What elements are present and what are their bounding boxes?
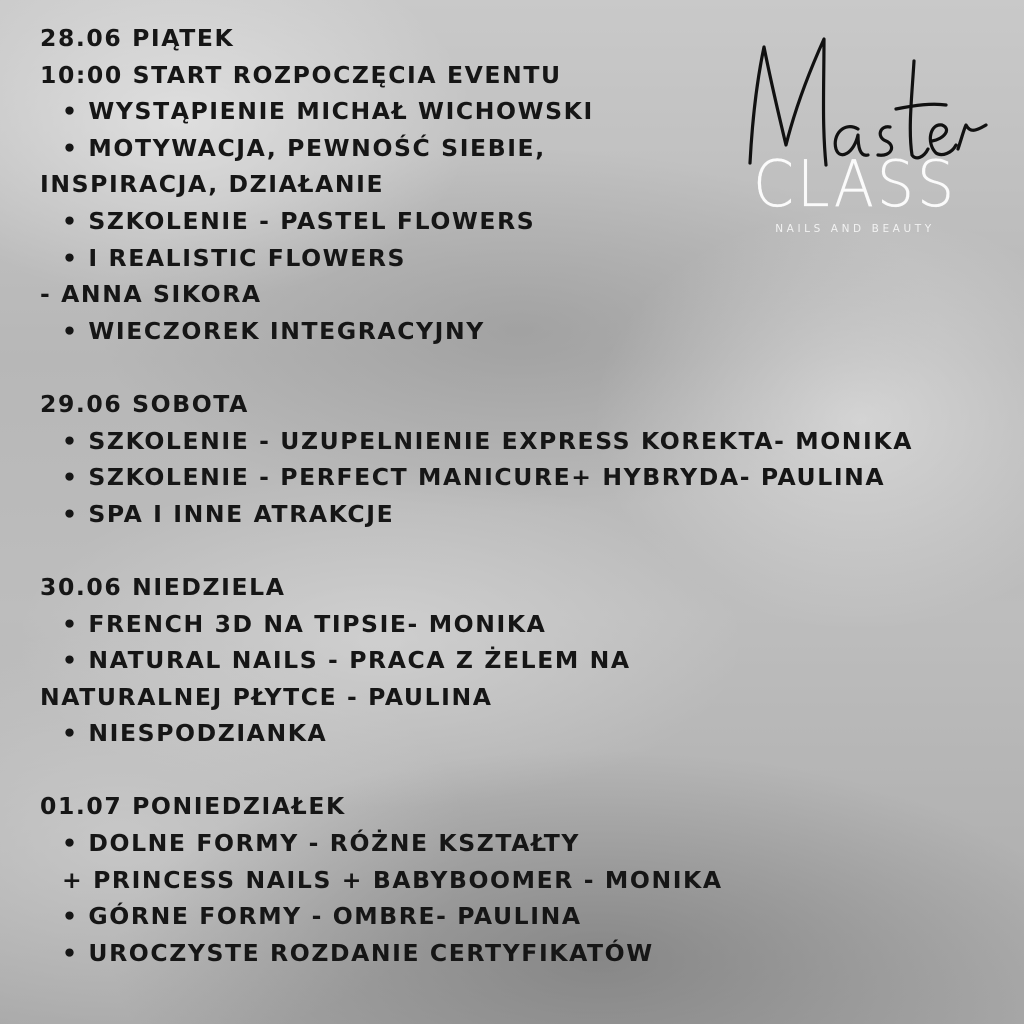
schedule-line: • NATURAL NAILS - PRACA Z ŻELEM NA bbox=[62, 646, 631, 675]
schedule-line: - ANNA SIKORA bbox=[40, 280, 262, 309]
schedule-spacer bbox=[0, 752, 1000, 789]
schedule-line: • WYSTĄPIENIE MICHAŁ WICHOWSKI bbox=[62, 97, 594, 126]
schedule-line: • NIESPODZIANKA bbox=[62, 719, 328, 748]
logo-class-word: CLASS bbox=[752, 148, 958, 222]
schedule-line: • UROCZYSTE ROZDANIE CERTYFIKATÓW bbox=[62, 938, 654, 967]
schedule-line: • GÓRNE FORMY - OMBRE- PAULINA bbox=[62, 902, 582, 931]
schedule-line: • WIECZOREK INTEGRACYJNY bbox=[62, 316, 485, 345]
schedule-line: • I REALISTIC FLOWERS bbox=[62, 243, 407, 272]
schedule-line: NATURALNEJ PŁYTCE - PAULINA bbox=[40, 682, 493, 711]
schedule-line: 10:00 START ROZPOCZĘCIA EVENTU bbox=[40, 60, 562, 89]
schedule-line: • SZKOLENIE - PERFECT MANICURE+ HYBRYDA- PAULINA bbox=[62, 463, 886, 492]
schedule-spacer bbox=[0, 532, 1000, 569]
schedule-line: • FRENCH 3D NA TIPSIE- MONIKA bbox=[62, 609, 547, 638]
schedule-line: INSPIRACJA, DZIAŁANIE bbox=[40, 170, 385, 199]
schedule-spacer bbox=[0, 349, 1000, 386]
logo-subtitle: NAILS AND BEAUTY bbox=[775, 223, 935, 235]
schedule-line: • SPA I INNE ATRAKCJE bbox=[62, 499, 395, 528]
schedule-line: • DOLNE FORMY - RÓŻNE KSZTAŁTY bbox=[62, 829, 581, 858]
schedule-line: • SZKOLENIE - UZUPELNIENIE EXPRESS KOREKTA- MONIKA bbox=[62, 426, 913, 455]
schedule-line: 28.06 PIĄTEK bbox=[40, 24, 235, 52]
schedule-line: 29.06 SOBOTA bbox=[40, 389, 249, 418]
schedule-line: 30.06 NIEDZIELA bbox=[40, 572, 286, 601]
masterclass-logo bbox=[720, 25, 990, 240]
schedule-line: • SZKOLENIE - PASTEL FLOWERS bbox=[62, 206, 536, 235]
schedule-line: • MOTYWACJA, PEWNOŚĆ SIEBIE, bbox=[62, 133, 546, 162]
schedule-line: 01.07 PONIEDZIAŁEK bbox=[40, 792, 346, 821]
schedule-line: + PRINCESS NAILS + BABYBOOMER - MONIKA bbox=[62, 865, 723, 894]
